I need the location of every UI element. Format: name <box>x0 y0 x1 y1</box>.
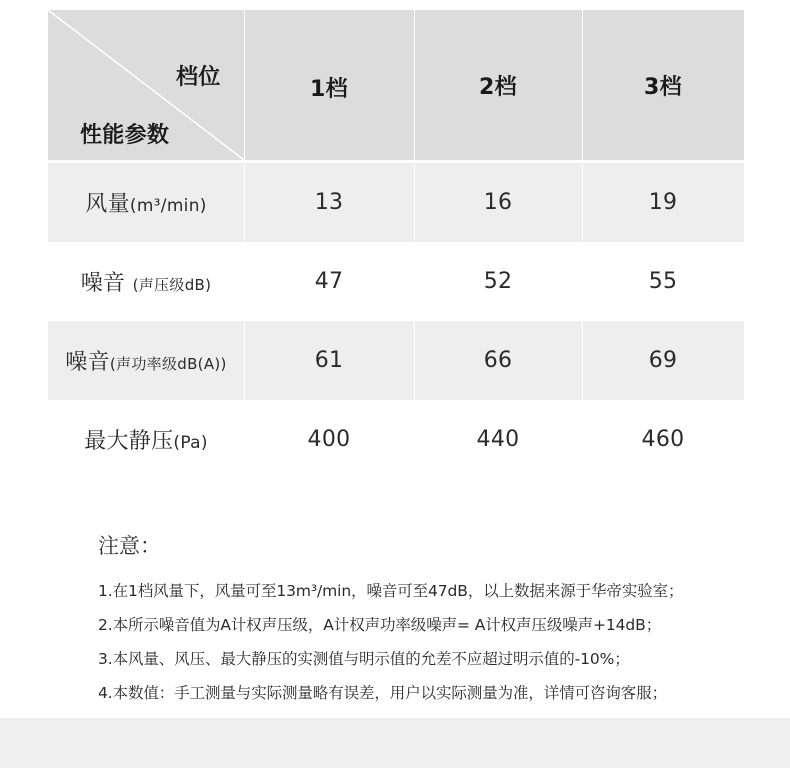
gear-2-header: 2档 <box>479 74 517 100</box>
gear-3-header: 3档 <box>644 74 682 100</box>
table-cell: 47 <box>314 269 344 294</box>
gear-header-label: 档位 <box>176 65 221 90</box>
table-cell: 13 <box>314 190 344 215</box>
notes-title: 注意： <box>98 534 161 558</box>
table-cell: 400 <box>307 427 351 452</box>
table-row-max-static-pressure <box>48 400 744 479</box>
column-divider <box>414 321 415 400</box>
table-row-sound-power <box>48 321 744 400</box>
column-divider <box>582 321 583 400</box>
table-row-airflow <box>48 163 744 242</box>
row-label: 噪音 (声压级dB) <box>80 271 212 296</box>
column-divider <box>414 163 415 242</box>
table-cell: 19 <box>648 190 678 215</box>
table-cell: 52 <box>483 269 513 294</box>
row-label-cell <box>48 400 244 479</box>
row-label-cell <box>48 163 244 242</box>
gear-1-header: 1档 <box>310 76 348 102</box>
column-divider <box>244 321 245 400</box>
row-label-cell <box>48 321 244 400</box>
row-label: 风量(m³/min) <box>85 192 207 217</box>
spec-table <box>48 10 744 479</box>
note-line: 1.在1档风量下，风量可至13m³/min，噪音可至47dB，以上数据来源于华帝实验室； <box>98 582 684 600</box>
table-cell: 61 <box>314 348 344 373</box>
table-cell: 69 <box>648 348 678 373</box>
table-cell: 66 <box>483 348 513 373</box>
column-divider <box>582 163 583 242</box>
note-line: 4.本数值：手工测量与实际测量略有误差，用户以实际测量为准，详情可咨询客服； <box>98 684 667 702</box>
param-header-label: 性能参数 <box>80 123 170 148</box>
table-cell: 440 <box>476 427 520 452</box>
footer-band <box>0 718 790 768</box>
header-corner-cell <box>48 10 244 160</box>
table-cell: 16 <box>483 190 513 215</box>
note-line: 3.本风量、风压、最大静压的实测值与明示值的允差不应超过明示值的-10%； <box>98 650 630 668</box>
column-divider <box>582 10 583 160</box>
column-divider <box>414 10 415 160</box>
column-divider <box>244 10 245 160</box>
row-label-cell <box>48 242 244 321</box>
row-label: 最大静压(Pa) <box>84 429 208 454</box>
table-row-sound-pressure <box>48 242 744 321</box>
table-cell: 460 <box>641 427 685 452</box>
row-label: 噪音(声功率级dB(A)) <box>65 350 227 375</box>
column-divider <box>244 163 245 242</box>
table-cell: 55 <box>648 269 678 294</box>
table-header-row <box>48 10 744 160</box>
note-line: 2.本所示噪音值为A计权声压级，A计权声功率级噪声= A计权声压级噪声+14dB； <box>98 616 662 634</box>
notes-section <box>98 530 758 710</box>
